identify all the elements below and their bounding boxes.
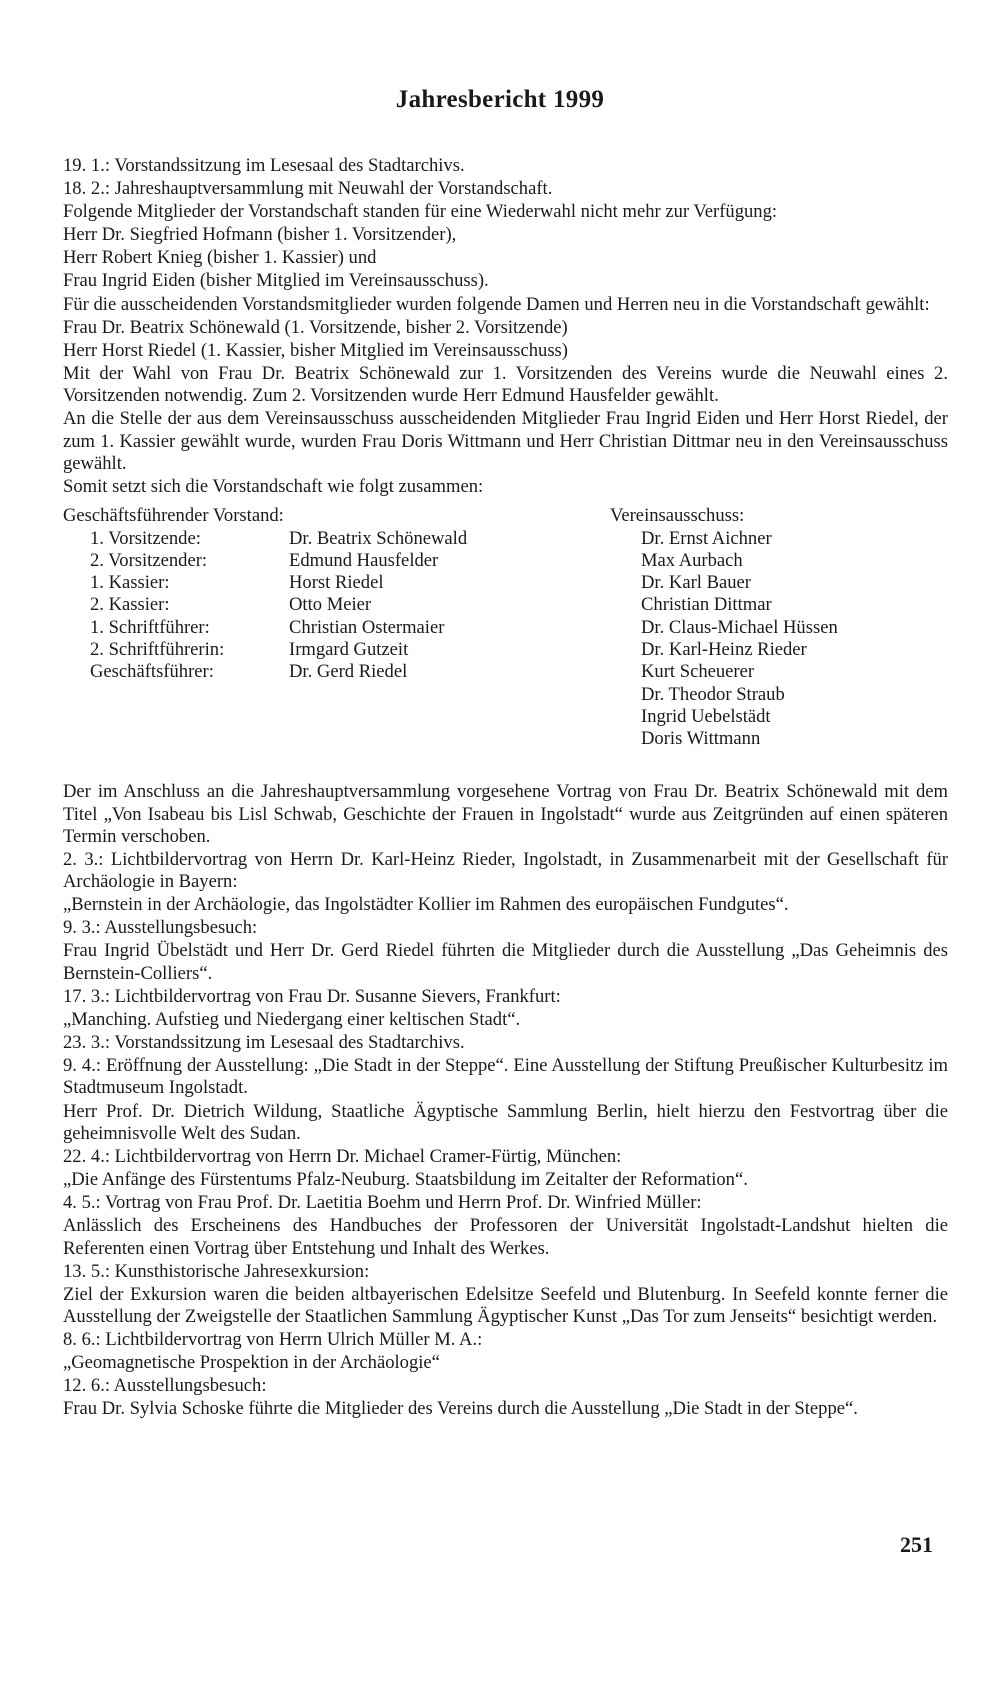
paragraph: 12. 6.: Ausstellungsbesuch: xyxy=(63,1375,267,1397)
board-role: 1. Schriftführer: xyxy=(90,616,210,638)
paragraph: Für die ausscheidenden Vorstandsmitglieder wurden folgende Damen und Herren neu in die Vorstandschaft gewählt: xyxy=(63,293,930,315)
committee-heading: Vereinsausschuss: xyxy=(610,505,745,527)
paragraph: 13. 5.: Kunsthistorische Jahresexkursion: xyxy=(63,1260,370,1282)
board-names-column xyxy=(289,528,467,684)
paragraph: 18. 2.: Jahreshauptversammlung mit Neuwahl der Vorstandschaft. xyxy=(63,178,553,200)
paragraph: Herr Dr. Siegfried Hofmann (bisher 1. Vorsitzender), xyxy=(63,224,457,246)
committee-members-column xyxy=(641,528,838,751)
paragraph: Somit setzt sich die Vorstandschaft wie folgt zusammen: xyxy=(63,475,484,497)
paragraph: Ziel der Exkursion waren die beiden altbayerischen Edelsitze Seefeld und Blutenburg. In Seefeld konnte ferner die Ausstellung der Zweigstelle der Staatlichen Sammlung Ägyptischer Kunst „Das Tor zum Jenseits“ besichtigt werden. xyxy=(63,1283,948,1327)
paragraph: Frau Ingrid Eiden (bisher Mitglied im Vereinsausschuss). xyxy=(63,270,489,292)
paragraph: Mit der Wahl von Frau Dr. Beatrix Schönewald zur 1. Vorsitzenden des Vereins wurde die Neuwahl eines 2. Vorsitzenden notwendig. Zum 2. Vorsitzenden wurde Herr Edmund Hausfelder gewählt. xyxy=(63,362,948,407)
committee-member: Dr. Ernst Aichner xyxy=(641,527,772,549)
page-title: Jahresbericht 1999 xyxy=(395,86,605,113)
board-roles-column xyxy=(90,528,224,684)
paragraph: 9. 3.: Ausstellungsbesuch: xyxy=(63,917,258,939)
paragraph: Frau Ingrid Übelstädt und Herr Dr. Gerd Riedel führten die Mitglieder durch die Ausstellung „Das Geheimnis des Bernstein-Colliers“. xyxy=(63,940,948,984)
committee-member: Dr. Karl Bauer xyxy=(641,572,751,594)
board-role: Geschäftsführer: xyxy=(90,661,214,683)
paragraph: „Geomagnetische Prospektion in der Archäologie“ xyxy=(63,1352,440,1374)
paragraph: Herr Horst Riedel (1. Kassier, bisher Mitglied im Vereinsausschuss) xyxy=(63,339,568,361)
paragraph: 8. 6.: Lichtbildervortrag von Herrn Ulrich Müller M. A.: xyxy=(63,1329,483,1351)
paragraph: „Manching. Aufstieg und Niedergang einer keltischen Stadt“. xyxy=(63,1008,521,1030)
board-role: 2. Vorsitzender: xyxy=(90,549,208,571)
committee-member: Dr. Karl-Heinz Rieder xyxy=(641,639,807,660)
paragraph: Frau Dr. Beatrix Schönewald (1. Vorsitzende, bisher 2. Vorsitzende) xyxy=(63,316,568,338)
paragraph: 19. 1.: Vorstandssitzung im Lesesaal des Stadtarchivs. xyxy=(63,155,465,176)
paragraph: 23. 3.: Vorstandssitzung im Lesesaal des Stadtarchivs. xyxy=(63,1032,465,1054)
board-member-name: Otto Meier xyxy=(289,594,372,616)
board-heading: Geschäftsführender Vorstand: xyxy=(63,505,284,527)
committee-member: Dr. Theodor Straub xyxy=(641,683,785,705)
paragraph: Der im Anschluss an die Jahreshauptversammlung vorgesehene Vortrag von Frau Dr. Beatrix Schönewald mit dem Titel „Von Isabeau bis Lisl Schwab, Geschichte der Frauen in Ingolstadt“ wurde aus Zeitgründen auf einen späteren Termin verschoben. xyxy=(63,781,948,847)
board-member-name: Horst Riedel xyxy=(289,572,384,594)
paragraph: 22. 4.: Lichtbildervortrag von Herrn Dr. Michael Cramer-Fürtig, München: xyxy=(63,1145,622,1167)
board-table xyxy=(63,505,948,773)
paragraph: Herr Prof. Dr. Dietrich Wildung, Staatliche Ägyptische Sammlung Berlin, hielt hierzu den Festvortrag über die geheimnisvolle Welt des Sudan. xyxy=(63,1100,948,1144)
committee-member: Christian Dittmar xyxy=(641,594,772,616)
committee-member: Kurt Scheuerer xyxy=(641,661,755,683)
committee-member: Ingrid Uebelstädt xyxy=(641,705,771,727)
committee-member: Doris Wittmann xyxy=(641,728,761,750)
paragraph: 4. 5.: Vortrag von Frau Prof. Dr. Laetitia Boehm und Herrn Prof. Dr. Winfried Müller: xyxy=(63,1192,702,1214)
board-role: 2. Schriftführerin: xyxy=(90,639,225,660)
report-body xyxy=(63,155,948,1421)
events-section xyxy=(63,781,948,1420)
committee-member: Max Aurbach xyxy=(641,549,743,571)
paragraph: Frau Dr. Sylvia Schoske führte die Mitglieder des Vereins durch die Ausstellung „Die Stadt in der Steppe“. xyxy=(63,1398,858,1420)
paragraph: 17. 3.: Lichtbildervortrag von Frau Dr. Susanne Sievers, Frankfurt: xyxy=(63,985,561,1007)
paragraph: Folgende Mitglieder der Vorstandschaft standen für eine Wiederwahl nicht mehr zur Verfügung: xyxy=(63,201,778,223)
board-role: 2. Kassier: xyxy=(90,594,170,616)
paragraph: 9. 4.: Eröffnung der Ausstellung: „Die Stadt in der Steppe“. Eine Ausstellung der Stiftung Preußischer Kulturbesitz im Stadtmuseum Ingolstadt. xyxy=(63,1055,948,1099)
paragraph: Anlässlich des Erscheinens des Handbuches der Professoren der Universität Ingolstadt-Landshut hielten die Referenten einen Vortrag über Entstehung und Inhalt des Werkes. xyxy=(63,1215,948,1259)
paragraph: Herr Robert Knieg (bisher 1. Kassier) und xyxy=(63,247,377,269)
board-member-name: Christian Ostermaier xyxy=(289,616,445,638)
board-heading-column xyxy=(63,505,284,527)
board-role: 1. Kassier: xyxy=(90,572,170,594)
committee-member: Dr. Claus-Michael Hüssen xyxy=(641,616,838,638)
paragraph: „Bernstein in der Archäologie, das Ingolstädter Kollier im Rahmen des europäischen Fundgutes“. xyxy=(63,894,789,916)
page-number: 251 xyxy=(900,1532,933,1557)
committee-heading-column xyxy=(610,505,744,527)
board-member-name: Dr. Gerd Riedel xyxy=(289,661,408,683)
board-member-name: Irmgard Gutzeit xyxy=(289,639,409,660)
board-member-name: Edmund Hausfelder xyxy=(289,549,439,571)
paragraph: 2. 3.: Lichtbildervortrag von Herrn Dr. Karl-Heinz Rieder, Ingolstadt, in Zusammenarbeit mit der Gesellschaft für Archäologie in Bayern: xyxy=(63,848,948,893)
intro-section xyxy=(63,155,948,498)
board-role: 1. Vorsitzende: xyxy=(90,527,201,549)
paragraph: An die Stelle der aus dem Vereinsausschuss ausscheidenden Mitglieder Frau Ingrid Eiden und Herr Horst Riedel, der zum 1. Kassier gewählt wurde, wurden Frau Doris Wittmann und Herr Christian Dittmar neu in den Vereinsausschuss gewählt. xyxy=(63,408,948,474)
board-member-name: Dr. Beatrix Schönewald xyxy=(289,527,468,549)
paragraph: „Die Anfänge des Fürstentums Pfalz-Neuburg. Staatsbildung im Zeitalter der Reformation“. xyxy=(63,1169,748,1191)
